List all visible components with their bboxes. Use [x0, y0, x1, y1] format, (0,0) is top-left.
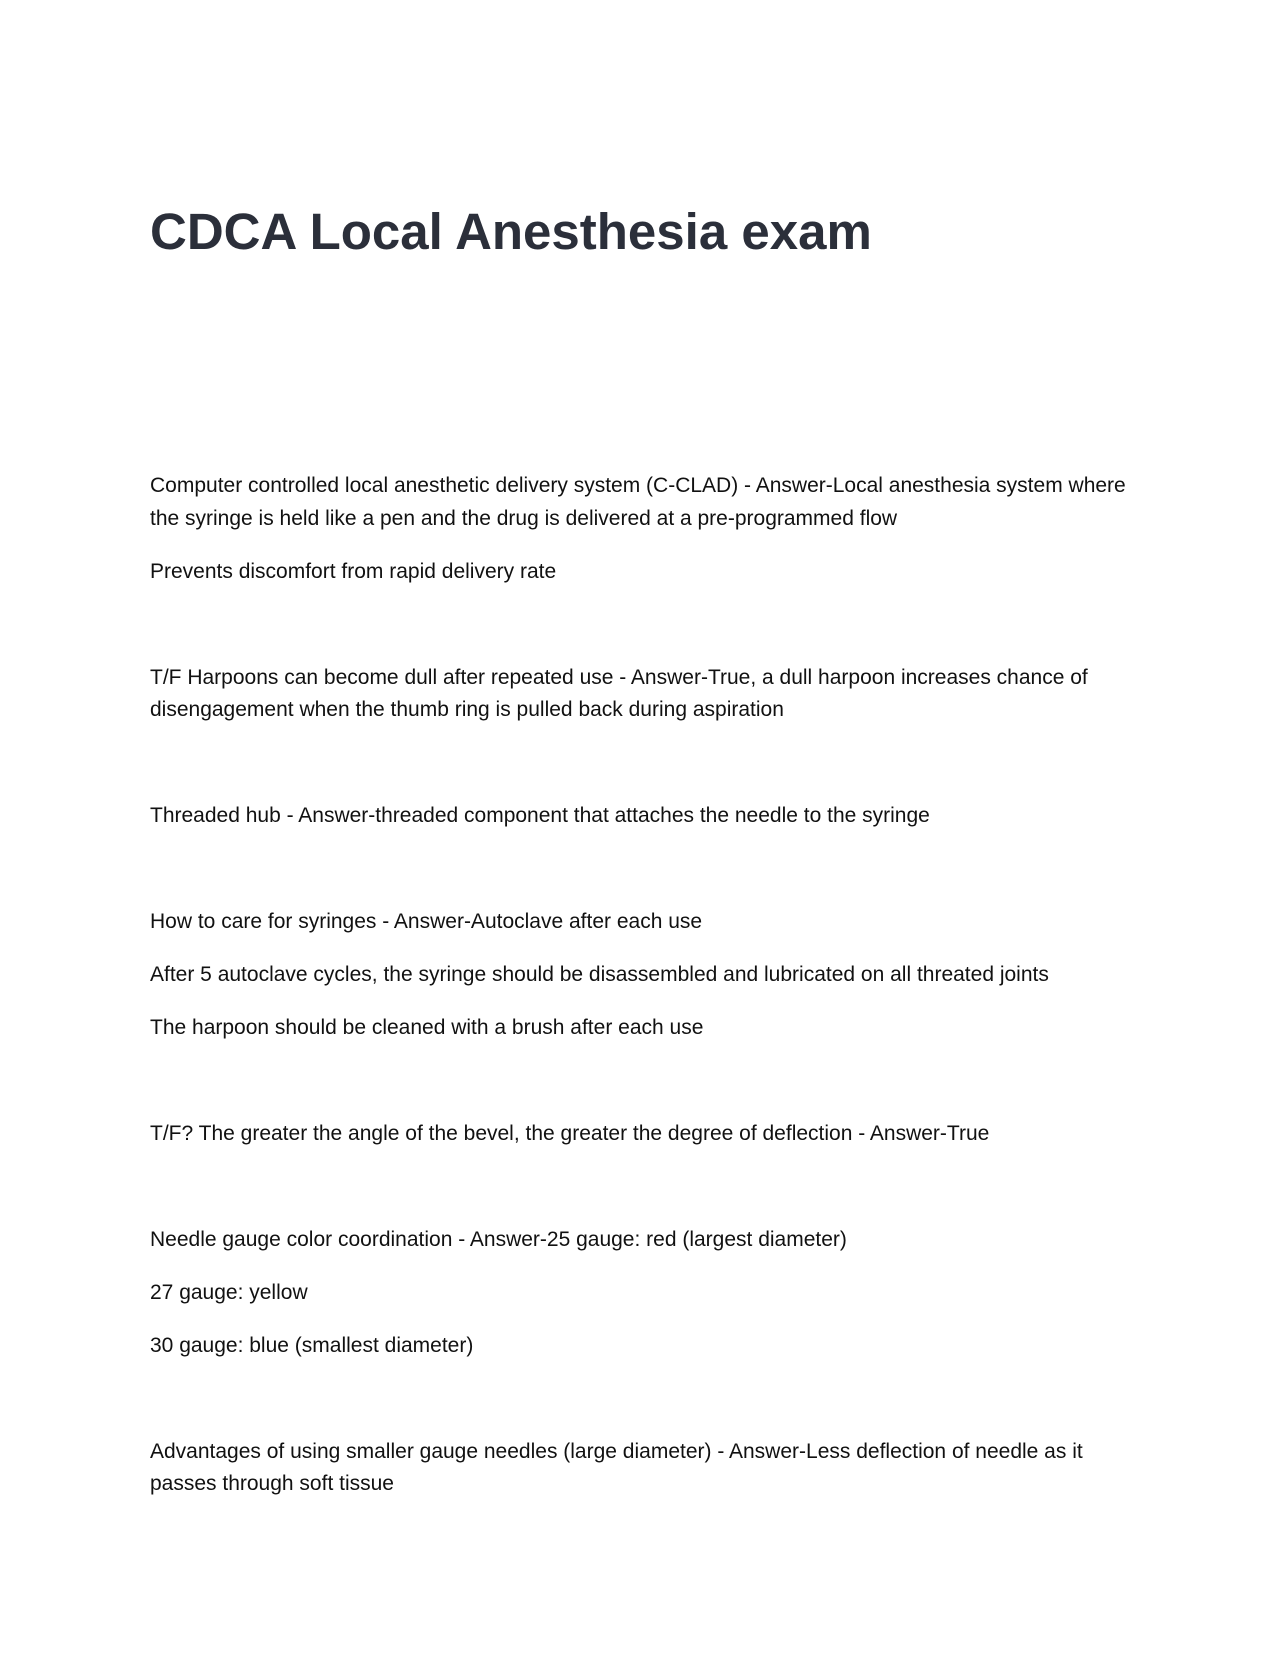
document-title: CDCA Local Anesthesia exam — [150, 203, 872, 260]
text-line: After 5 autoclave cycles, the syringe should be disassembled and lubricated on all threated joints — [150, 963, 1049, 986]
text-line: the syringe is held like a pen and the drug is delivered at a pre-programmed flow — [150, 507, 898, 530]
text-line: The harpoon should be cleaned with a brush after each use — [150, 1016, 704, 1039]
text-line: Threaded hub - Answer-threaded component that attaches the needle to the syringe — [150, 804, 930, 827]
text-line: 30 gauge: blue (smallest diameter) — [150, 1334, 474, 1357]
text-line: Advantages of using smaller gauge needles (large diameter) - Answer-Less deflection of needle as it — [150, 1440, 1083, 1463]
text-line: How to care for syringes - Answer-Autoclave after each use — [150, 910, 703, 933]
text-line: 27 gauge: yellow — [150, 1281, 308, 1304]
text-line: Prevents discomfort from rapid delivery rate — [150, 560, 557, 583]
text-line: Computer controlled local anesthetic delivery system (C-CLAD) - Answer-Local anesthesia system where — [150, 474, 1126, 497]
text-line: T/F? The greater the angle of the bevel, the greater the degree of deflection - Answer-True — [150, 1122, 990, 1145]
text-line: T/F Harpoons can become dull after repeated use - Answer-True, a dull harpoon increases chance of — [150, 666, 1088, 689]
text-line: disengagement when the thumb ring is pulled back during aspiration — [150, 698, 784, 721]
text-line: passes through soft tissue — [150, 1472, 394, 1495]
text-line: Needle gauge color coordination - Answer-25 gauge: red (largest diameter) — [150, 1228, 847, 1251]
